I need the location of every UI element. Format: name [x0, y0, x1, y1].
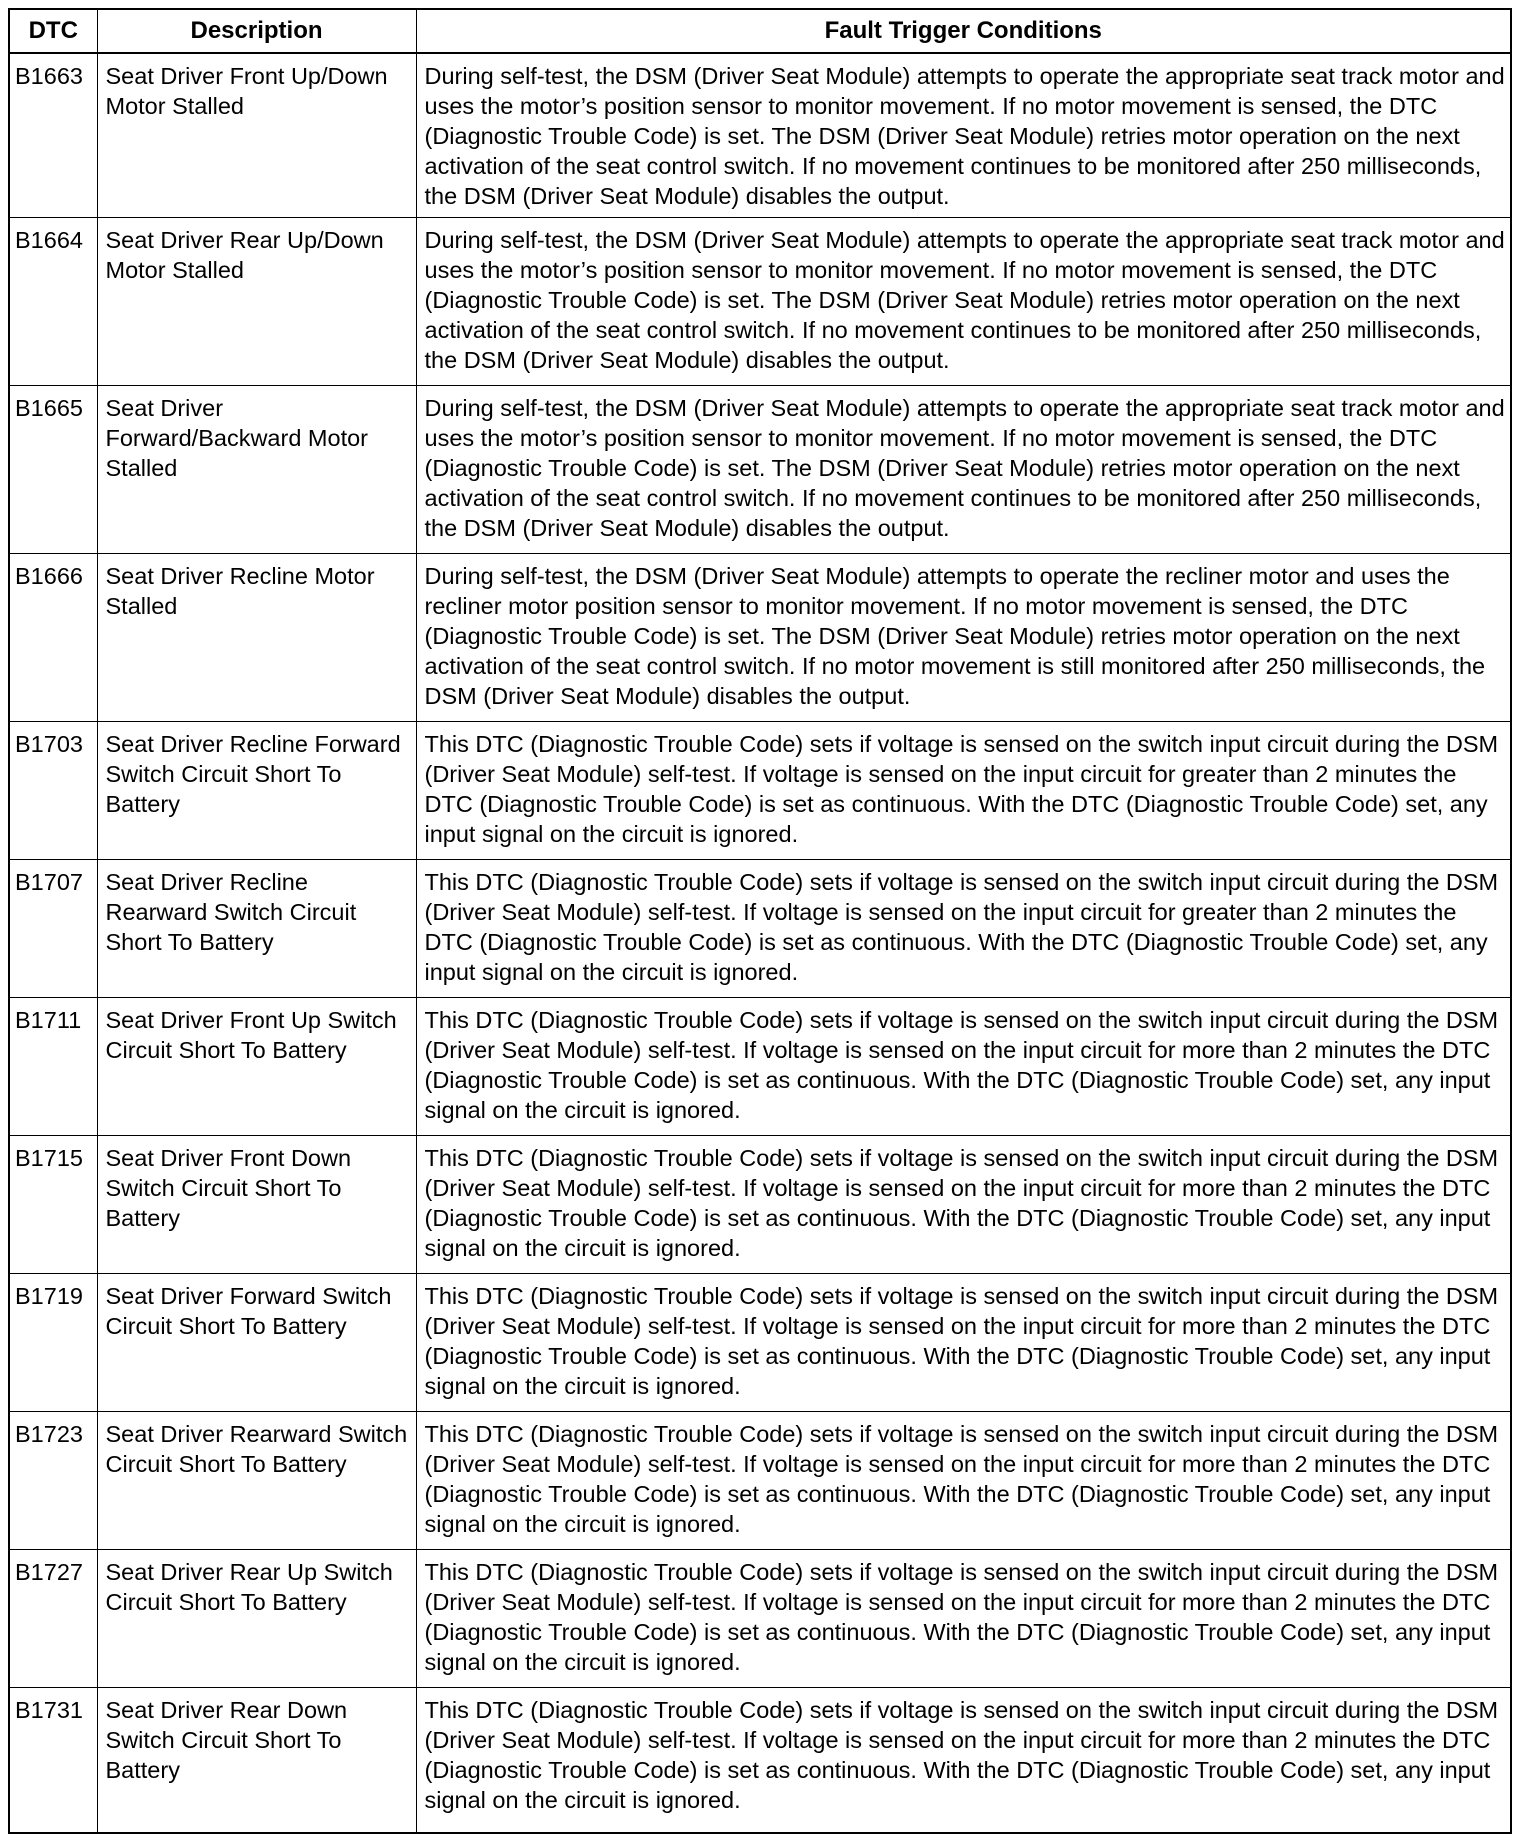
- fault-trigger-conditions: During self-test, the DSM (Driver Seat Module) attempts to operate the recliner motor and uses the recliner motor position sensor to monitor movement. If no motor movement is sensed, the DTC (Diagnostic Trouble Code) is set. The DSM (Driver Seat Module) retries motor operation on the next activation of the seat control switch. If no motor movement is still monitored after 250 milliseconds, the DSM (Driver Seat Module) disables the output.: [416, 554, 1510, 722]
- dtc-code: B1664: [10, 218, 97, 386]
- fault-trigger-conditions: This DTC (Diagnostic Trouble Code) sets if voltage is sensed on the switch input circuit during the DSM (Driver Seat Module) self-test. If voltage is sensed on the input circuit for more than 2 minutes the DTC (Diagnostic Trouble Code) is set as continuous. With the DTC (Diagnostic Trouble Code) set, any input signal on the circuit is ignored.: [416, 1550, 1510, 1688]
- dtc-description: Seat Driver Recline Motor Stalled: [97, 554, 416, 722]
- dtc-description: Seat Driver Rear Down Switch Circuit Short To Battery: [97, 1688, 416, 1833]
- header-fault-trigger-conditions: Fault Trigger Conditions: [416, 10, 1510, 53]
- dtc-code: B1666: [10, 554, 97, 722]
- dtc-code: B1723: [10, 1412, 97, 1550]
- dtc-description: Seat Driver Front Down Switch Circuit Short To Battery: [97, 1136, 416, 1274]
- dtc-code: B1665: [10, 386, 97, 554]
- header-dtc: DTC: [10, 10, 97, 53]
- table-row: [10, 218, 1510, 386]
- header-row: [10, 10, 1510, 53]
- table-row: [10, 860, 1510, 998]
- dtc-description: Seat Driver Rearward Switch Circuit Short To Battery: [97, 1412, 416, 1550]
- dtc-description: Seat Driver Front Up/Down Motor Stalled: [97, 53, 416, 218]
- fault-trigger-conditions: This DTC (Diagnostic Trouble Code) sets if voltage is sensed on the switch input circuit during the DSM (Driver Seat Module) self-test. If voltage is sensed on the input circuit for more than 2 minutes the DTC (Diagnostic Trouble Code) is set as continuous. With the DTC (Diagnostic Trouble Code) set, any input signal on the circuit is ignored.: [416, 1688, 1510, 1833]
- dtc-code: B1711: [10, 998, 97, 1136]
- table-row: [10, 1412, 1510, 1550]
- dtc-table-frame: [8, 8, 1512, 1834]
- table-row: [10, 1136, 1510, 1274]
- table-row: [10, 53, 1510, 218]
- fault-trigger-conditions: This DTC (Diagnostic Trouble Code) sets if voltage is sensed on the switch input circuit during the DSM (Driver Seat Module) self-test. If voltage is sensed on the input circuit for more than 2 minutes the DTC (Diagnostic Trouble Code) is set as continuous. With the DTC (Diagnostic Trouble Code) set, any input signal on the circuit is ignored.: [416, 1136, 1510, 1274]
- dtc-description: Seat Driver Recline Rearward Switch Circuit Short To Battery: [97, 860, 416, 998]
- fault-trigger-conditions: This DTC (Diagnostic Trouble Code) sets if voltage is sensed on the switch input circuit during the DSM (Driver Seat Module) self-test. If voltage is sensed on the input circuit for more than 2 minutes the DTC (Diagnostic Trouble Code) is set as continuous. With the DTC (Diagnostic Trouble Code) set, any input signal on the circuit is ignored.: [416, 1412, 1510, 1550]
- dtc-code: B1727: [10, 1550, 97, 1688]
- table-row: [10, 1688, 1510, 1833]
- fault-trigger-conditions: During self-test, the DSM (Driver Seat Module) attempts to operate the appropriate seat track motor and uses the motor’s position sensor to monitor movement. If no motor movement is sensed, the DTC (Diagnostic Trouble Code) is set. The DSM (Driver Seat Module) retries motor operation on the next activation of the seat control switch. If no movement continues to be monitored after 250 milliseconds, the DSM (Driver Seat Module) disables the output.: [416, 218, 1510, 386]
- dtc-description: Seat Driver Rear Up Switch Circuit Short To Battery: [97, 1550, 416, 1688]
- table-row: [10, 1274, 1510, 1412]
- table-row: [10, 386, 1510, 554]
- fault-trigger-conditions: During self-test, the DSM (Driver Seat Module) attempts to operate the appropriate seat track motor and uses the motor’s position sensor to monitor movement. If no motor movement is sensed, the DTC (Diagnostic Trouble Code) is set. The DSM (Driver Seat Module) retries motor operation on the next activation of the seat control switch. If no movement continues to be monitored after 250 milliseconds, the DSM (Driver Seat Module) disables the output.: [416, 386, 1510, 554]
- dtc-code: B1715: [10, 1136, 97, 1274]
- dtc-description: Seat Driver Recline Forward Switch Circuit Short To Battery: [97, 722, 416, 860]
- header-description: Description: [97, 10, 416, 53]
- dtc-code: B1703: [10, 722, 97, 860]
- dtc-code: B1731: [10, 1688, 97, 1833]
- fault-trigger-conditions: This DTC (Diagnostic Trouble Code) sets if voltage is sensed on the switch input circuit during the DSM (Driver Seat Module) self-test. If voltage is sensed on the input circuit for more than 2 minutes the DTC (Diagnostic Trouble Code) is set as continuous. With the DTC (Diagnostic Trouble Code) set, any input signal on the circuit is ignored.: [416, 998, 1510, 1136]
- table-row: [10, 722, 1510, 860]
- table-row: [10, 1550, 1510, 1688]
- fault-trigger-conditions: This DTC (Diagnostic Trouble Code) sets if voltage is sensed on the switch input circuit during the DSM (Driver Seat Module) self-test. If voltage is sensed on the input circuit for more than 2 minutes the DTC (Diagnostic Trouble Code) is set as continuous. With the DTC (Diagnostic Trouble Code) set, any input signal on the circuit is ignored.: [416, 1274, 1510, 1412]
- fault-trigger-conditions: This DTC (Diagnostic Trouble Code) sets if voltage is sensed on the switch input circuit during the DSM (Driver Seat Module) self-test. If voltage is sensed on the input circuit for greater than 2 minutes the DTC (Diagnostic Trouble Code) is set as continuous. With the DTC (Diagnostic Trouble Code) set, any input signal on the circuit is ignored.: [416, 860, 1510, 998]
- dtc-description: Seat Driver Forward/Backward Motor Stalled: [97, 386, 416, 554]
- table-row: [10, 554, 1510, 722]
- dtc-code: B1707: [10, 860, 97, 998]
- fault-trigger-conditions: During self-test, the DSM (Driver Seat Module) attempts to operate the appropriate seat track motor and uses the motor’s position sensor to monitor movement. If no motor movement is sensed, the DTC (Diagnostic Trouble Code) is set. The DSM (Driver Seat Module) retries motor operation on the next activation of the seat control switch. If no movement continues to be monitored after 250 milliseconds, the DSM (Driver Seat Module) disables the output.: [416, 53, 1510, 218]
- fault-trigger-conditions: This DTC (Diagnostic Trouble Code) sets if voltage is sensed on the switch input circuit during the DSM (Driver Seat Module) self-test. If voltage is sensed on the input circuit for greater than 2 minutes the DTC (Diagnostic Trouble Code) is set as continuous. With the DTC (Diagnostic Trouble Code) set, any input signal on the circuit is ignored.: [416, 722, 1510, 860]
- dtc-description: Seat Driver Forward Switch Circuit Short To Battery: [97, 1274, 416, 1412]
- dtc-code: B1719: [10, 1274, 97, 1412]
- dtc-table: [10, 10, 1510, 1832]
- table-row: [10, 998, 1510, 1136]
- dtc-description: Seat Driver Front Up Switch Circuit Short To Battery: [97, 998, 416, 1136]
- dtc-code: B1663: [10, 53, 97, 218]
- dtc-description: Seat Driver Rear Up/Down Motor Stalled: [97, 218, 416, 386]
